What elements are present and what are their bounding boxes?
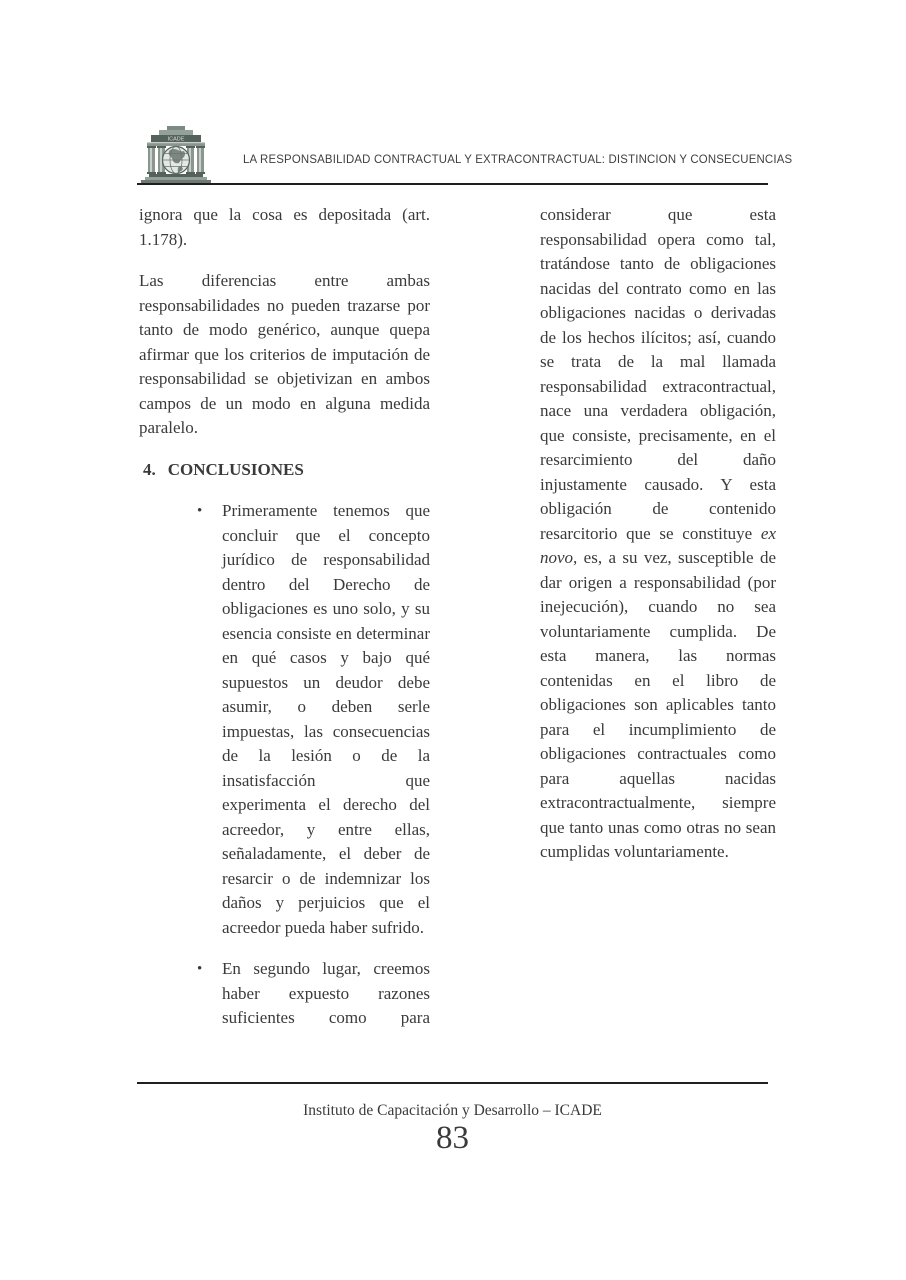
bullet-icon: • [197, 503, 203, 519]
section-number: 4. [143, 459, 156, 479]
paragraph [540, 203, 776, 865]
page-number: 83 [436, 1120, 469, 1156]
section-title: CONCLUSIONES [167, 459, 304, 479]
running-header-title: LA RESPONSABILIDAD CONTRACTUAL Y EXTRACONTRACTUAL: DISTINCION Y CONSECUENCIAS [243, 152, 793, 166]
bullet-text: En segundo lugar, creemos haber expuesto razones suficientes como para [222, 959, 430, 1027]
bullet-text: Primeramente tenemos que concluir que el concepto jurídico de responsabilidad dentro del Derecho de obligaciones es uno solo, y su esencia consiste en determinar en qué casos y bajo qué supuestos un deudor debe asumir, o deben serle impuestas, las consecuencias de la lesión o de la insatisfacción que experimenta el derecho del acreedor, y entre ellas, señaladamente, el deber de resarcir o de indemnizar los daños y perjuicios que el acreedor pueda haber sufrido. [222, 501, 430, 937]
bullet-icon: • [197, 961, 203, 977]
paragraph-text: considerar que esta responsabilidad opera como tal, tratándose tanto de obligaciones nacidas del contrato como en las obligaciones nacidas o derivadas de los hechos ilícitos; así, cuando se trata de la mal llamada responsabilidad extracontractual, nace una verdadera obligación, que consiste, precisamente, en el resarcimiento del daño injustamente causado. Y esta obligación de contenido resarcitorio que se constituye [540, 205, 776, 543]
paragraph: ignora que la cosa es depositada (art. 1.178). [139, 205, 430, 249]
institution-building-icon [137, 126, 215, 184]
right-text-column [540, 203, 776, 865]
bullet-item [139, 957, 430, 1031]
footer-divider [137, 1082, 768, 1084]
latin-phrase: ex novo [540, 523, 776, 567]
left-text-column [139, 203, 430, 1031]
paragraph: Las diferencias entre ambas responsabilidades no pueden trazarse por tanto de modo genérico, aunque quepa afirmar que los criterios de imputación de responsabilidad se objetivizan en ambos campos de un modo en alguna medida paralelo. [139, 271, 430, 437]
section-heading [139, 458, 430, 483]
paragraph-text: , es, a su vez, susceptible de dar origen a responsabilidad (por inejecución), cuando no sea voluntariamente cumplida. De esta manera, las normas contenidas en el libro de obligaciones son aplicables tanto para el incumplimiento de obligaciones contractuales como para aquellas nacidas extracontractualmente, siempre que tanto unas como otras no sean cumplidas voluntariamente. [540, 548, 776, 861]
footer-institution: Instituto de Capacitación y Desarrollo – ICADE [303, 1102, 602, 1119]
logo-text: ICADE [167, 136, 185, 143]
bullet-item [139, 499, 430, 940]
icade-logo [137, 126, 215, 184]
header-divider [137, 183, 768, 185]
